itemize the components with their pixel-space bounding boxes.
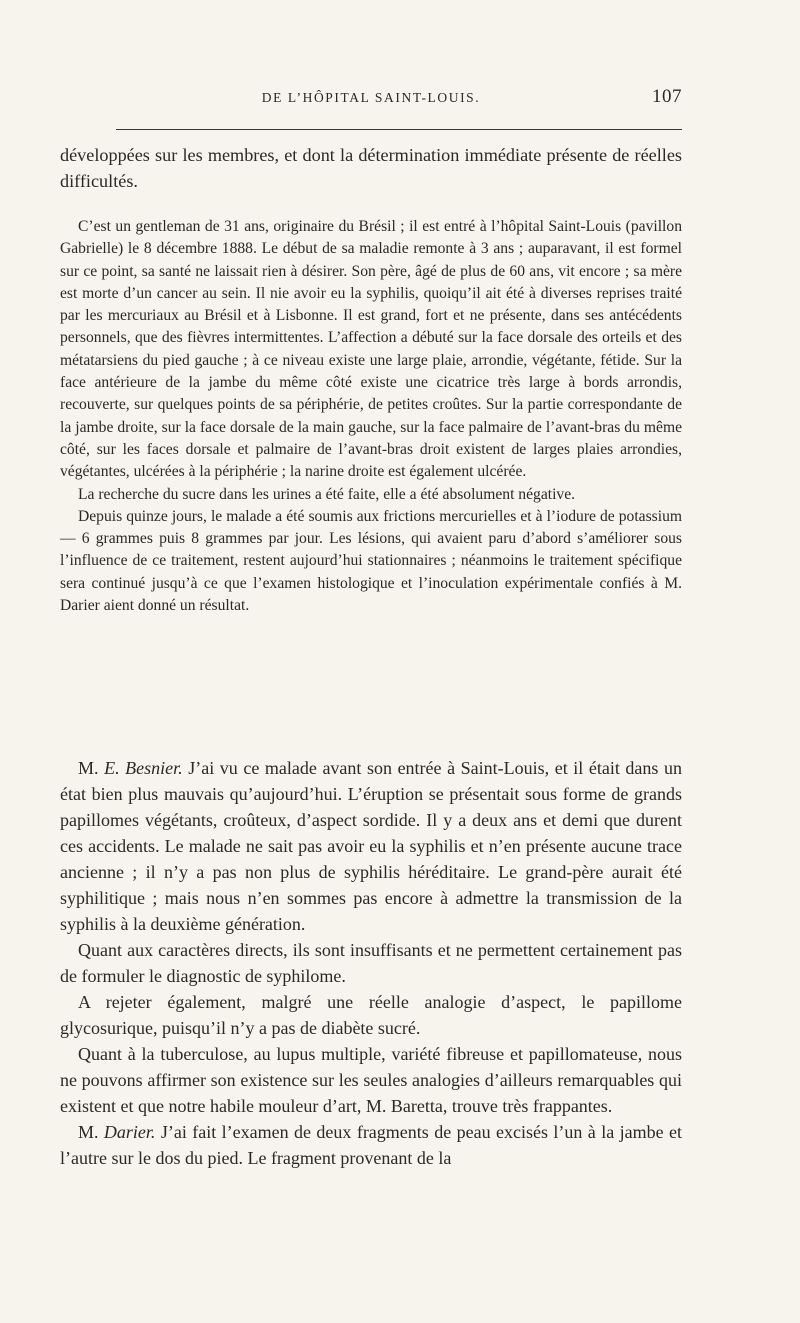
page-header [60,86,682,116]
running-title: DE L’HÔPITAL SAINT-LOUIS. [261,90,481,105]
besnier-statement [60,755,682,937]
speaker-prefix: M. [78,758,105,778]
header-rule [116,129,682,130]
case-report [60,216,682,617]
speaker-name-besnier: E. Besnier. [104,758,183,778]
page-number: 107 [652,86,682,107]
continued-paragraph: développées sur les membres, et dont la détermination immédiate présente de réelles difficultés. [60,145,682,191]
discussion-paragraph-tuberculosis: Quant à la tuberculose, au lupus multiple, variété fibreuse et papillomateuse, nous ne pouvons affirmer son existence sur les seules analogies d’ailleurs remarquables qui existent et que notre habile mouleur d’art, M. Baretta, trouve très frappantes. [60,1044,682,1116]
continued-paragraph-block [60,142,682,194]
discussion [60,755,682,1171]
discussion-paragraph-glycosuric: A rejeter également, malgré une réelle analogie d’aspect, le papillome glycosurique, puisqu’il n’y a pas de diabète sucré. [60,992,682,1038]
darier-text: J’ai fait l’examen de deux fragments de peau excisés l’un à la jambe et l’autre sur le dos du pied. Le fragment provenant de la [60,1122,682,1168]
darier-statement [60,1119,682,1171]
case-paragraph-urine: La recherche du sucre dans les urines a été faite, elle a été absolument négative. [78,485,576,503]
speaker-name-darier: Darier. [103,1122,156,1142]
case-paragraph-treatment: Depuis quinze jours, le malade a été soumis aux frictions mercurielles et à l’iodure de potassium — 6 grammes puis 8 grammes par jour. Les lésions, qui avaient paru d’abord s’améliorer sous l’influence de ce traitement, restent aujourd’hui stationnaires ; néanmoins le traitement spécifique sera continué jusqu’à ce que l’examen histologique et l’inoculation expérimentale confiés à M. Darier aient donné un résultat. [60,507,682,615]
besnier-text: J’ai vu ce malade avant son entrée à Saint-Louis, et il était dans un état bien plus mauvais qu’aujourd’hui. L’éruption se présentait sous forme de grands papillomes végétants, croûteux, d’aspect sordide. Il y a deux ans et demi que durent ces accidents. Le malade ne sait pas avoir eu la syphilis et n’en présente aucune trace ancienne ; il n’y a pas non plus de syphilis héréditaire. Le grand-père aurait été syphilitique ; mais nous n’en sommes pas encore à admettre la transmission de la syphilis à la deuxième génération. [60,758,682,934]
discussion-paragraph-direct-characters: Quant aux caractères directs, ils sont insuffisants et ne permettent certainement pas de formuler le diagnostic de syphilome. [60,940,682,986]
case-paragraph-history: C’est un gentleman de 31 ans, originaire du Brésil ; il est entré à l’hôpital Saint-Louis (pavillon Gabrielle) le 8 décembre 1888. Le début de sa maladie remonte à 3 ans ; auparavant, il est formel sur ce point, sa santé ne laissait rien à désirer. Son père, âgé de plus de 60 ans, vit encore ; sa mère est morte d’un cancer au sein. Il nie avoir eu la syphilis, quoiqu’il ait été à diverses reprises traité par les mercuriaux au Brésil et à Lisbonne. Il est grand, fort et ne présente, dans ses antécédents personnels, que des fièvres intermittentes. L’affection a débuté sur la face dorsale des orteils et des métatarsiens du pied gauche ; à ce niveau existe une large plaie, arrondie, végétante, fétide. Sur la face antérieure de la jambe du même côté existe une cicatrice très large à bords arrondis, recouverte, sur quelques points de sa périphérie, de petites croûtes. Sur la partie correspondante de la jambe droite, sur la face dorsale de la main gauche, sur la face palmaire de l’avant-bras du même côté, sur les faces dorsale et palmaire de l’avant-bras droit existent de larges plaies arrondies, végétantes, ulcérées à la périphérie ; la narine droite est également ulcérée. [60,218,682,481]
speaker-prefix: M. [78,1122,104,1142]
